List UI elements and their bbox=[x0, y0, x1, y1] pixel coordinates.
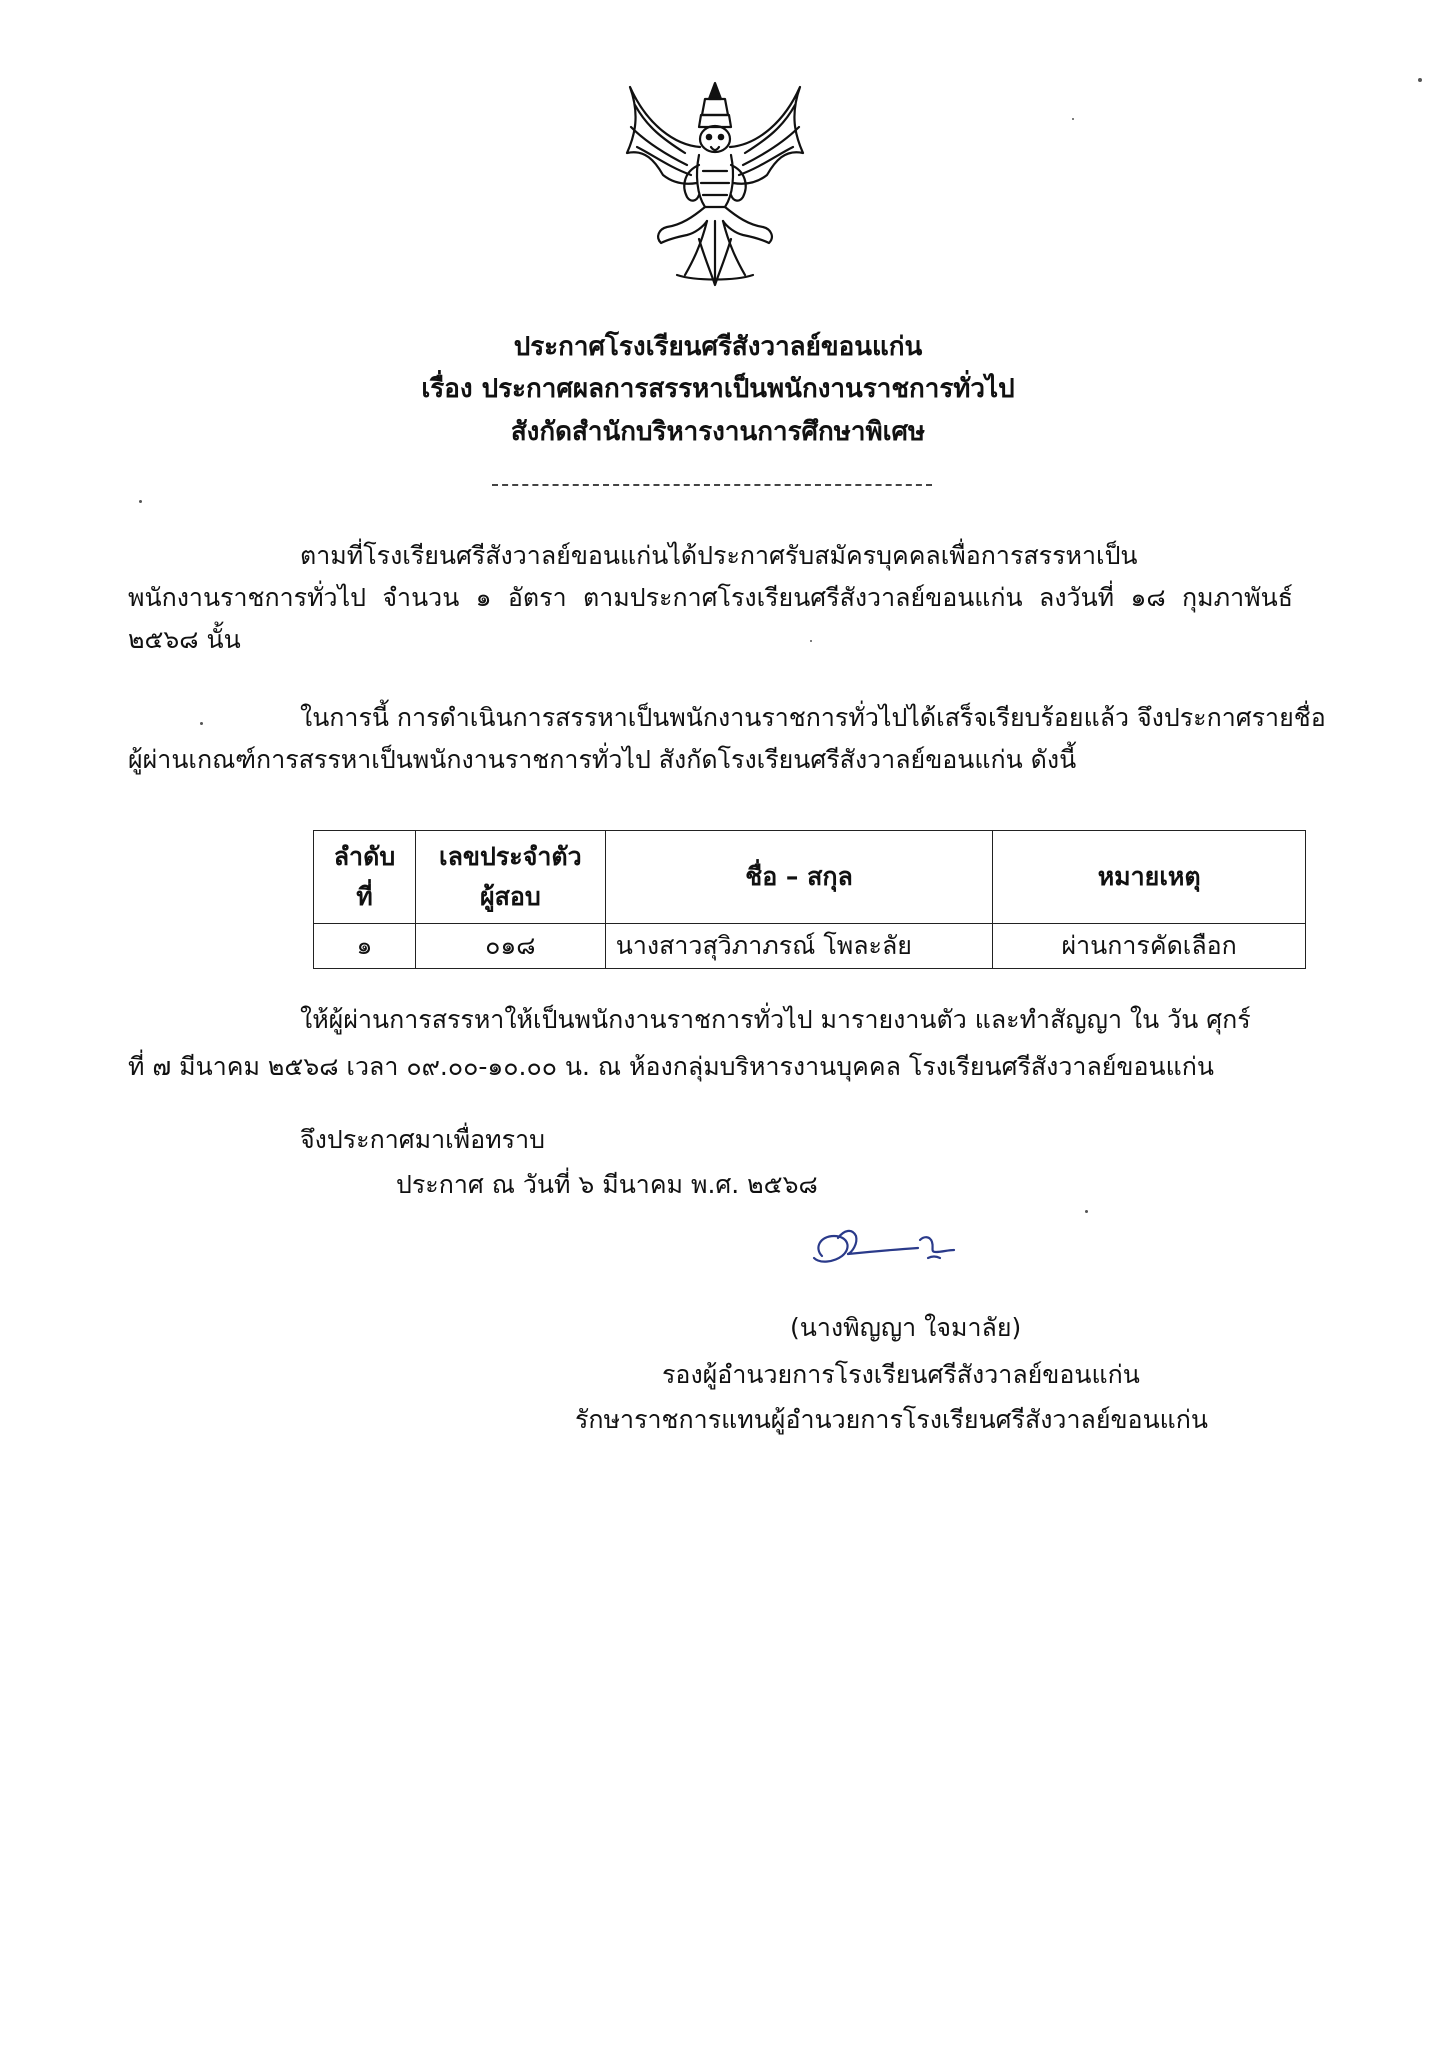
paragraph-2-line-1: ในการนี้ การดำเนินการสรรหาเป็นพนักงานราชการทั่วไปได้เสร็จเรียบร้อยแล้ว จึงประกาศรายชื่อ bbox=[300, 703, 1326, 732]
scan-speck bbox=[139, 500, 142, 503]
paragraph-1-line-2: พนักงานราชการทั่วไป จำนวน ๑ อัตรา ตามประกาศโรงเรียนศรีสังวาลย์ขอนแก่น ลงวันที่ ๑๘ กุมภาพันธ์ bbox=[128, 583, 1293, 612]
closing-text: จึงประกาศมาเพื่อทราบ bbox=[300, 1125, 545, 1154]
announcement-date: ประกาศ ณ วันที่ ๖ มีนาคม พ.ศ. ๒๕๖๘ bbox=[396, 1170, 818, 1199]
scan-speck bbox=[1072, 118, 1074, 120]
table-row bbox=[314, 924, 1306, 969]
paragraph-1-line-3: ๒๕๖๘ นั้น bbox=[128, 625, 241, 654]
garuda-emblem-icon bbox=[615, 75, 815, 290]
signer-acting-position: รักษาราชการแทนผู้อำนวยการโรงเรียนศรีสังวาลย์ขอนแก่น bbox=[575, 1405, 1208, 1434]
scan-speck bbox=[1085, 1210, 1088, 1213]
announcement-affiliation: สังกัดสำนักบริหารงานการศึกษาพิเศษ bbox=[510, 417, 926, 447]
header-order: ลำดับ ที่ bbox=[314, 831, 416, 924]
signer-name: (นางพิญญา ใจมาลัย) bbox=[790, 1313, 1022, 1342]
scan-speck bbox=[810, 640, 812, 642]
paragraph-3-line-2: ที่ ๗ มีนาคม ๒๕๖๘ เวลา ๐๙.๐๐-๑๐.๐๐ น. ณ ห้องกลุ่มบริหารงานบุคคล โรงเรียนศรีสังวาลย์ขอนแก่น bbox=[128, 1052, 1214, 1081]
table-header-row bbox=[314, 831, 1306, 924]
signer-position: รองผู้อำนวยการโรงเรียนศรีสังวาลย์ขอนแก่น bbox=[662, 1360, 1140, 1389]
cell-name: นางสาวสุวิภาภรณ์ โพละลัย bbox=[605, 924, 993, 969]
header-separator bbox=[492, 484, 932, 486]
paragraph-1-line-1: ตามที่โรงเรียนศรีสังวาลย์ขอนแก่นได้ประกาศรับสมัครบุคคลเพื่อการสรรหาเป็น bbox=[300, 541, 1138, 570]
scan-speck bbox=[1418, 78, 1422, 82]
paragraph-3-line-1: ให้ผู้ผ่านการสรรหาให้เป็นพนักงานราชการทั่วไป มารายงานตัว และทำสัญญา ใน วัน ศุกร์ bbox=[300, 1005, 1251, 1034]
header-name: ชื่อ – สกุล bbox=[605, 831, 993, 924]
header-remark: หมายเหตุ bbox=[993, 831, 1306, 924]
announcement-subject: เรื่อง ประกาศผลการสรรหาเป็นพนักงานราชการทั่วไป bbox=[421, 374, 1015, 404]
paragraph-2-line-2: ผู้ผ่านเกณฑ์การสรรหาเป็นพนักงานราชการทั่วไป สังกัดโรงเรียนศรีสังวาลย์ขอนแก่น ดังนี้ bbox=[128, 745, 1077, 774]
header-exam-id: เลขประจำตัว ผู้สอบ bbox=[415, 831, 605, 924]
results-table bbox=[313, 830, 1306, 969]
cell-exam-id: ๐๑๘ bbox=[415, 924, 605, 969]
signature-icon bbox=[808, 1218, 968, 1278]
cell-order: ๑ bbox=[314, 924, 416, 969]
scan-speck bbox=[200, 722, 203, 725]
announcement-title: ประกาศโรงเรียนศรีสังวาลย์ขอนแก่น bbox=[513, 332, 923, 362]
cell-remark: ผ่านการคัดเลือก bbox=[993, 924, 1306, 969]
